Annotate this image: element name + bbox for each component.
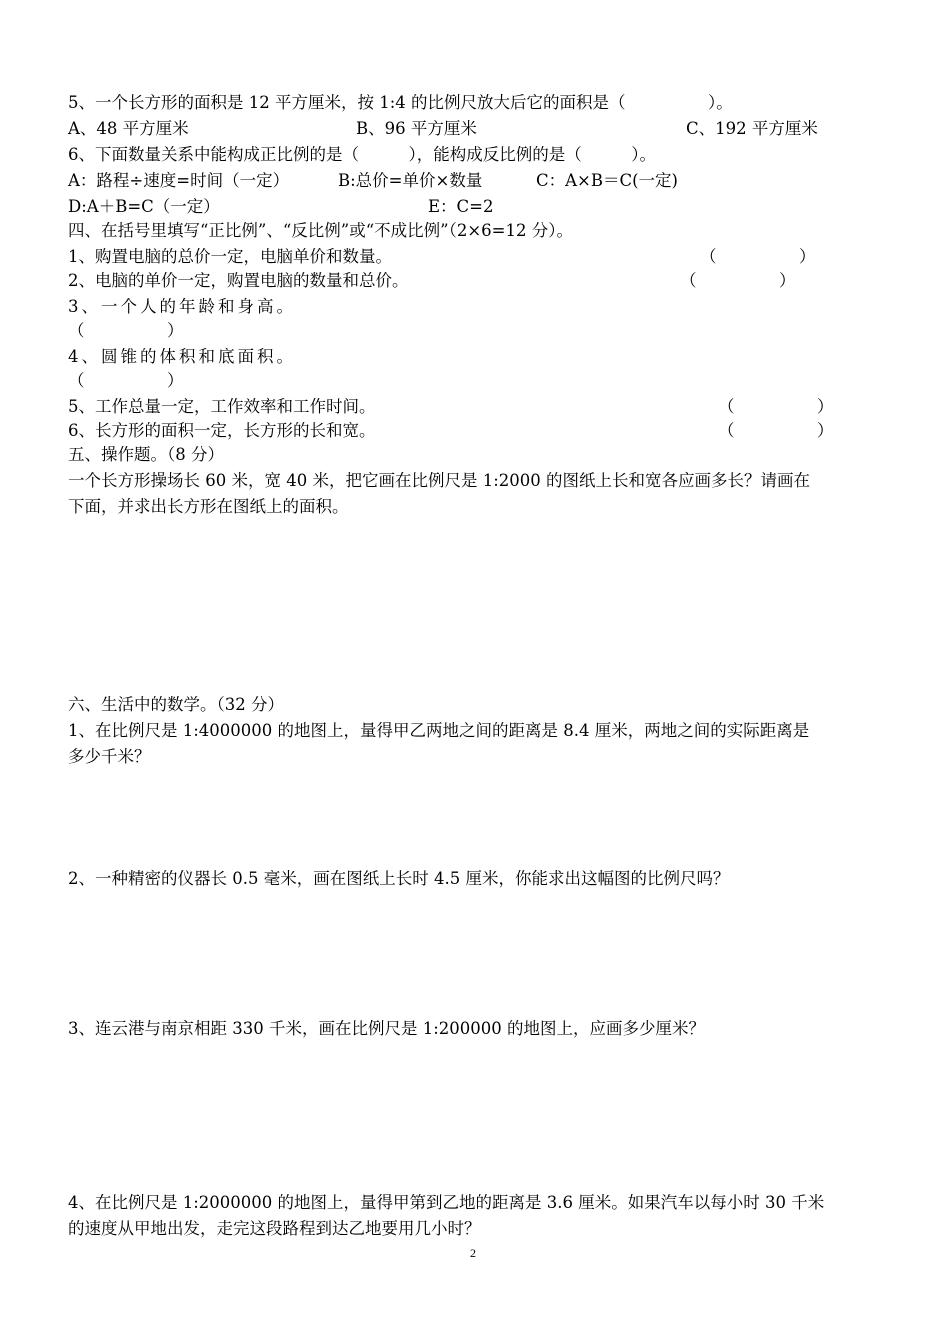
answer-blank-4-3: （ ） (68, 321, 184, 340)
option-3-6-d: D:A＋B=C（一定） (68, 197, 220, 216)
section-6-q1-line-2: 多少千米？ (68, 747, 151, 766)
section-4-item-2: 2、电脑的单价一定，购置电脑的数量和总价。 (68, 271, 409, 290)
section-6-q4-line-1: 4、在比例尺是 1:2000000 的地图上，量得甲第到乙地的距离是 3.6 厘米。如果汽车以每小时 30 千米 (68, 1193, 825, 1212)
question-3-5: 5、一个长方形的面积是 12 平方厘米，按 1:4 的比例尺放大后它的面积是（ ）。 (68, 93, 733, 112)
section-4-title: 四、在括号里填写“正比例”、“反比例”或“不成比例”（2×6=12 分）。 (68, 221, 573, 240)
section-4-item-1: 1、购置电脑的总价一定，电脑单价和数量。 (68, 247, 392, 266)
answer-blank-4-1: （ ） (700, 247, 816, 266)
section-4-item-4: 4、圆锥的体积和底面积。 (68, 347, 296, 366)
page-number: 2 (470, 1246, 476, 1260)
answer-blank-4-6: （ ） (718, 421, 834, 440)
section-6-q1-line-1: 1、在比例尺是 1:4000000 的地图上，量得甲乙两地之间的距离是 8.4 厘米，两地之间的实际距离是 (68, 721, 810, 740)
option-3-6-b: B:总价=单价×数量 (338, 171, 483, 190)
option-3-5-c: C、192 平方厘米 (686, 119, 818, 138)
answer-blank-4-4: （ ） (68, 371, 184, 390)
section-6-q3: 3、连云港与南京相距 330 千米，画在比例尺是 1:200000 的地图上，应画多少厘米？ (68, 1019, 706, 1038)
option-3-6-a: A：路程÷速度=时间（一定） (68, 171, 290, 190)
question-3-6: 6、下面数量关系中能构成正比例的是（ ），能构成反比例的是（ ）。 (68, 145, 656, 164)
section-5-problem-line-2: 下面，并求出长方形在图纸上的面积。 (68, 497, 349, 516)
section-4-item-3: 3、一个人的年龄和身高。 (68, 297, 296, 316)
section-5-problem-line-1: 一个长方形操场长 60 米，宽 40 米，把它画在比例尺是 1:2000 的图纸上长和宽各应画多长？请画在 (68, 471, 811, 490)
section-6-q4-line-2: 的速度从甲地出发，走完这段路程到达乙地要用几小时？ (68, 1219, 481, 1238)
option-3-5-a: A、48 平方厘米 (68, 119, 189, 138)
answer-blank-4-5: （ ） (718, 397, 834, 416)
option-3-6-e: E：C=2 (428, 197, 494, 216)
section-4-item-5: 5、工作总量一定，工作效率和工作时间。 (68, 397, 376, 416)
option-3-5-b: B、96 平方厘米 (356, 119, 477, 138)
section-6-title: 六、生活中的数学。（32 分） (68, 695, 284, 714)
section-4-item-6: 6、长方形的面积一定，长方形的长和宽。 (68, 421, 376, 440)
section-6-q2: 2、一种精密的仪器长 0.5 毫米，画在图纸上长时 4.5 厘米，你能求出这幅图的比例尺吗？ (68, 869, 730, 888)
section-5-title: 五、操作题。（8 分） (68, 445, 224, 464)
answer-blank-4-2: （ ） (680, 271, 796, 290)
option-3-6-c: C：A×B＝C(一定) (536, 171, 678, 190)
